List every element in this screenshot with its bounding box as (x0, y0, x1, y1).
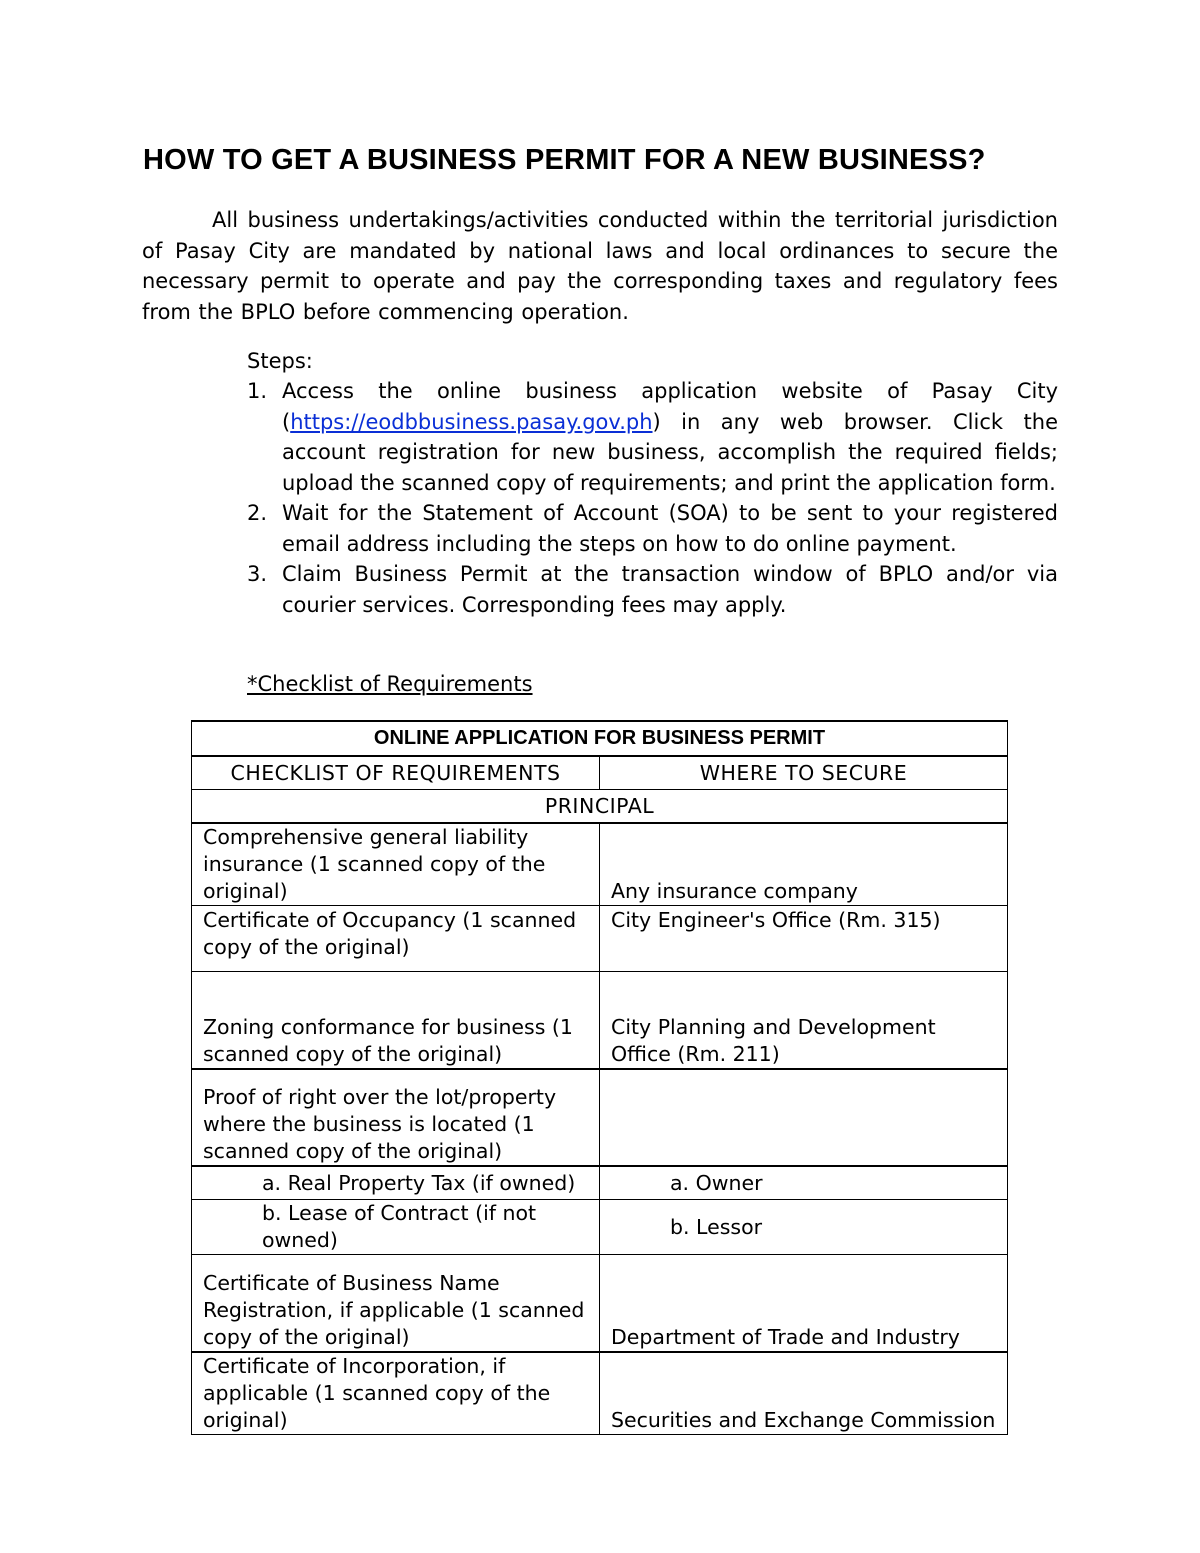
table-row (192, 1166, 1008, 1200)
column-header-where: WHERE TO SECURE (600, 756, 1008, 790)
steps-list (247, 376, 1058, 620)
section-label: PRINCIPAL (192, 790, 1008, 824)
where-cell: Any insurance company (600, 823, 1008, 906)
table-row (192, 823, 1008, 906)
requirement-cell: Certificate of Business Name Registration, if applicable (1 scanned copy of the original) (192, 1255, 600, 1353)
requirement-cell: Zoning conformance for business (1 scanned copy of the original) (192, 972, 600, 1070)
page-title: HOW TO GET A BUSINESS PERMIT FOR A NEW BUSINESS? (143, 144, 986, 176)
step-item (247, 498, 1058, 559)
requirement-cell: Certificate of Occupancy (1 scanned copy of the original) (192, 906, 600, 972)
where-cell: City Engineer's Office (Rm. 315) (600, 906, 1008, 972)
table-row (192, 1200, 1008, 1255)
table-heading-row (192, 721, 1008, 756)
step-text-post: ) in any web browser. Click the account registration for new business, accomplish the required fields; upload the scanned copy of requirements; and print the application form. (282, 409, 1058, 495)
column-header-row (192, 756, 1008, 790)
step-number: 2. (247, 501, 268, 525)
table-heading: ONLINE APPLICATION FOR BUSINESS PERMIT (192, 721, 1008, 756)
requirement-cell: a. Real Property Tax (if owned) (192, 1166, 600, 1200)
where-cell: City Planning and Development Office (Rm. 211) (600, 972, 1008, 1070)
requirement-cell: Proof of right over the lot/property where the business is located (1 scanned copy of the original) (192, 1069, 600, 1166)
step-number: 3. (247, 562, 268, 586)
where-cell: Department of Trade and Industry (600, 1255, 1008, 1353)
checklist-label: *Checklist of Requirements (247, 672, 533, 696)
step-item (247, 376, 1058, 498)
step-number: 1. (247, 379, 268, 403)
requirement-cell: Comprehensive general liability insurance (1 scanned copy of the original) (192, 823, 600, 906)
table-row (192, 972, 1008, 1070)
requirement-cell: b. Lease of Contract (if not owned) (192, 1200, 600, 1255)
steps-label: Steps: (247, 349, 313, 373)
step-text-pre: Access the online business application website of Pasay City ( (282, 379, 1058, 434)
where-cell: Securities and Exchange Commission (600, 1352, 1008, 1435)
table-row (192, 1255, 1008, 1353)
step-text: Claim Business Permit at the transaction window of BPLO and/or via courier services. Corresponding fees may apply. (282, 562, 1058, 617)
table-row (192, 906, 1008, 972)
section-row (192, 790, 1008, 824)
table-row (192, 1069, 1008, 1166)
requirements-table (191, 720, 1008, 1435)
where-cell: b. Lessor (600, 1200, 1008, 1255)
requirement-cell: Certificate of Incorporation, if applicable (1 scanned copy of the original) (192, 1352, 600, 1435)
intro-paragraph: All business undertakings/activities conducted within the territorial jurisdiction of Pasay City are mandated by national laws and local ordinances to secure the necessary permit to operate and pay the corresponding taxes and regulatory fees from the BPLO before commencing operation. (142, 208, 1058, 324)
website-link[interactable]: https://eodbbusiness.pasay.gov.ph (290, 409, 653, 434)
step-text: Wait for the Statement of Account (SOA) to be sent to your registered email address including the steps on how to do online payment. (282, 501, 1058, 556)
column-header-requirements: CHECKLIST OF REQUIREMENTS (192, 756, 600, 790)
table-row (192, 1352, 1008, 1435)
where-cell (600, 1069, 1008, 1166)
where-cell: a. Owner (600, 1166, 1008, 1200)
step-item (247, 559, 1058, 620)
